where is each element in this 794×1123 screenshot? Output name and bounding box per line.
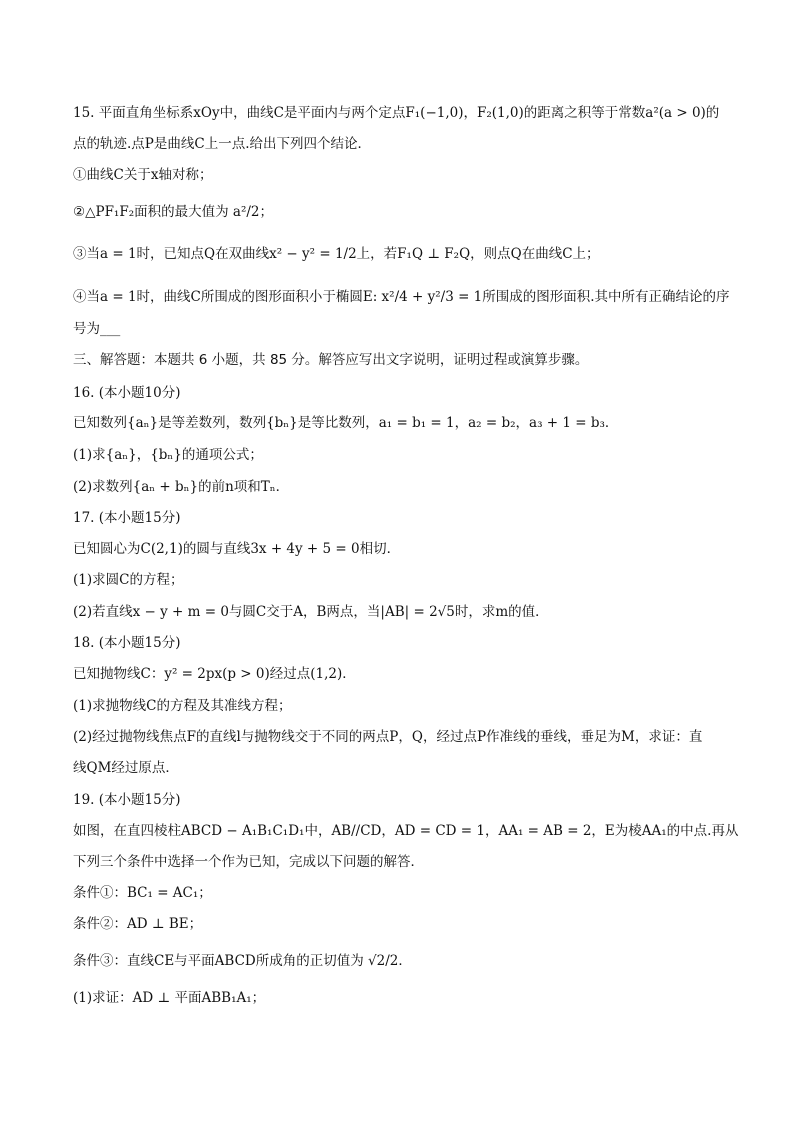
- q16-part1: (1)求{aₙ}，{bₙ}的通项公式；: [73, 447, 263, 463]
- q15-line2: 点的轨迹.点P是曲线C上一点.给出下列四个结论．: [73, 136, 371, 152]
- q17-part2: (2)若直线x − y + m = 0与圆C交于A，B两点，当|AB| = 2√5时，求m的值．: [73, 604, 549, 620]
- q19-part1: (1)求证：AD ⊥ 平面ABB₁A₁；: [73, 990, 266, 1006]
- q17-heading: 17. (本小题15分): [73, 510, 181, 526]
- q19-heading: 19. (本小题15分): [73, 792, 181, 808]
- q18-part1: (1)求抛物线C的方程及其准线方程；: [73, 698, 292, 714]
- q17-part1: (1)求圆C的方程；: [73, 572, 184, 588]
- q15-line1: 15. 平面直角坐标系xOy中，曲线C是平面内与两个定点F₁(−1,0)，F₂(1,0)的距离之积等于常数a²(a > 0)的: [73, 105, 720, 121]
- q15-conclusion-4: ④当a = 1时，曲线C所围成的图形面积小于椭圆E: x²/4 + y²/3 = 1所围成的图形面积.其中所有正确结论的序: [73, 289, 730, 305]
- q19-condition-3: 条件③：直线CE与平面ABCD所成角的正切值为 √2/2．: [73, 953, 412, 969]
- q18-heading: 18. (本小题15分): [73, 635, 181, 651]
- q16-heading: 16. (本小题10分): [73, 385, 181, 401]
- q18-part2: (2)经过抛物线焦点F的直线l与抛物线交于不同的两点P，Q，经过点P作准线的垂线，垂足为M，求证：直: [73, 729, 703, 745]
- q15-conclusion-2: ②△PF₁F₂面积的最大值为 a²/2；: [73, 204, 274, 220]
- q19-stem: 如图，在直四棱柱ABCD − A₁B₁C₁D₁中，AB//CD，AD = CD = 1，AA₁ = AB = 2，E为棱AA₁的中点.再从: [73, 823, 739, 839]
- q15-conclusion-4-cont: 号为___: [73, 321, 121, 337]
- q19-stem-cont: 下列三个条件中选择一个作为已知，完成以下问题的解答．: [73, 854, 424, 870]
- q18-part2-cont: 线QM经过原点．: [73, 760, 179, 776]
- q15-conclusion-3: ③当a = 1时，已知点Q在双曲线x² − y² = 1/2上，若F₁Q ⊥ F₂Q，则点Q在曲线C上；: [73, 246, 600, 262]
- q15-conclusion-1: ①曲线C关于x轴对称；: [73, 167, 213, 183]
- q16-stem: 已知数列{aₙ}是等差数列，数列{bₙ}是等比数列，a₁ = b₁ = 1，a₂ = b₂，a₃ + 1 = b₃．: [73, 415, 619, 431]
- q19-condition-1: 条件①：BC₁ = AC₁；: [73, 885, 212, 901]
- q17-stem: 已知圆心为C(2,1)的圆与直线3x + 4y + 5 = 0相切．: [73, 541, 401, 557]
- q16-part2: (2)求数列{aₙ + bₙ}的前n项和Tₙ．: [73, 479, 290, 495]
- q18-stem: 已知抛物线C：y² = 2px(p > 0)经过点(1,2)．: [73, 666, 356, 682]
- section-3-heading: 三、解答题：本题共 6 小题，共 85 分。解答应写出文字说明，证明过程或演算步骤。: [73, 352, 589, 368]
- q19-condition-2: 条件②：AD ⊥ BE；: [73, 916, 203, 932]
